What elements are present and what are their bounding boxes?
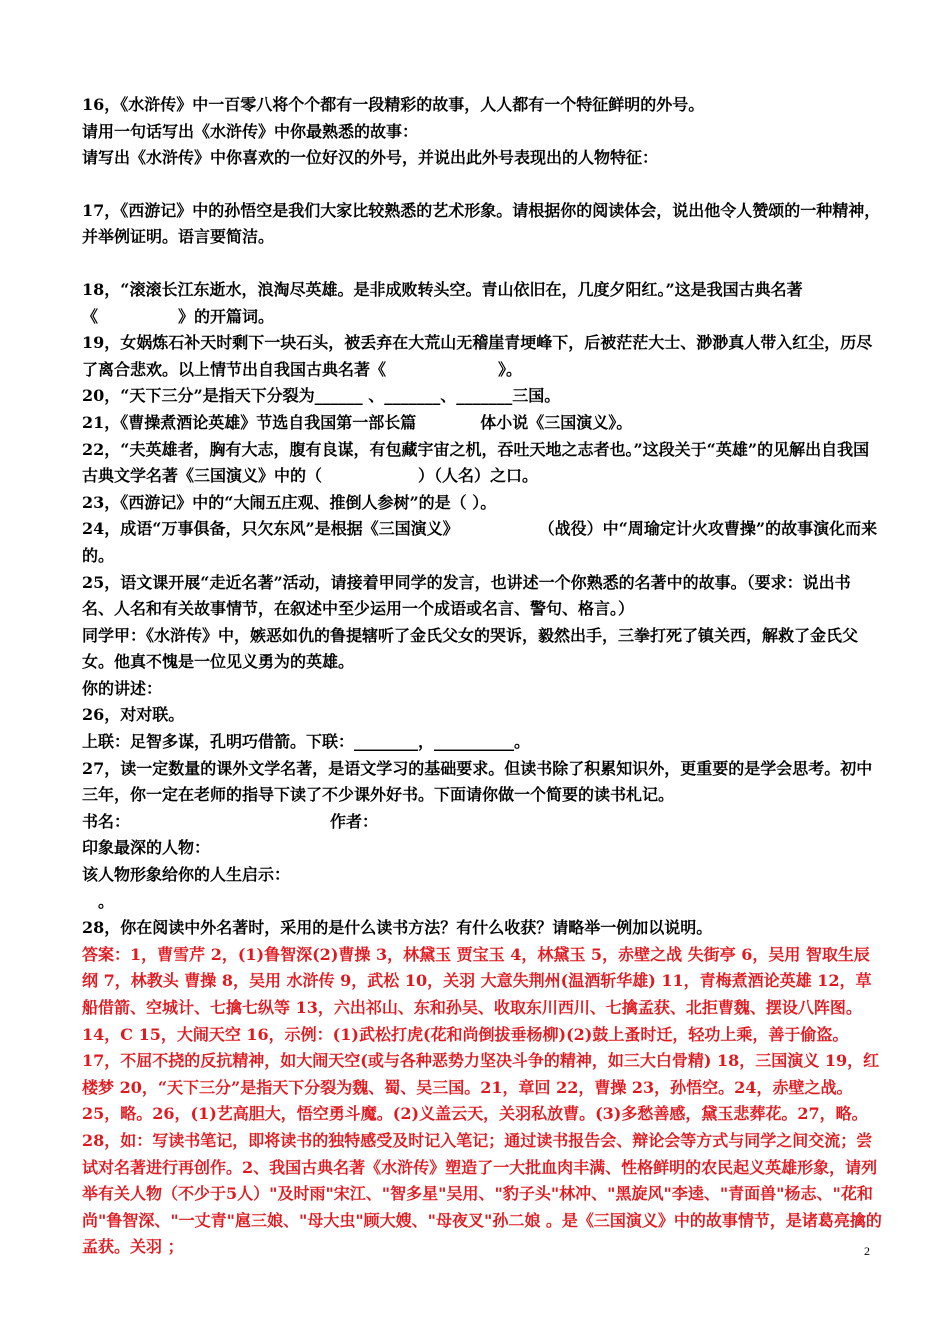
page-number: 2 (864, 1244, 870, 1258)
q25-your-turn: 你的讲述： (82, 678, 163, 698)
q27-end: 。 (82, 891, 115, 911)
q21-text: 21，《曹操煮酒论英雄》节选自我国第一部长篇 体小说《三国演义》。 (82, 412, 633, 432)
spacer (82, 172, 882, 198)
q16-line-2: 请用一句话写出《水浒传》中你最熟悉的故事： (82, 121, 419, 141)
q27-insight: 该人物形象给你的人生启示： (82, 865, 291, 885)
q20-text: 20，“天下三分”是指天下分裂为______ 、_______、_______三国。 (82, 386, 561, 406)
q26-text: 26，对对联。 (82, 705, 185, 725)
q27-character: 印象最深的人物： (82, 838, 211, 858)
q16-line-3: 请写出《水浒传》中你喜欢的一位好汉的外号，并说出此外号表现出的人物特征： (82, 148, 659, 168)
q27-text: 27，读一定数量的课外文学名著，是语文学习的基础要求。但读书除了积累知识外，更重要的是学会思考。初中三年，你一定在老师的指导下读了不少课外好书。下面请你做一个简要的读书札记。 (82, 758, 873, 805)
q23-text: 23，《西游记》中的“大闹五庄观、推倒人参树”的是（ ）。 (82, 492, 497, 512)
q17-text: 17，《西游记》中的孙悟空是我们大家比较熟悉的艺术形象。请根据你的阅读体会，说出他令人赞颂的一种精神，并举例证明。语言要简洁。 (82, 200, 881, 247)
q18-text: 18，“滚滚长江东逝水，浪淘尽英雄。是非成败转头空。青山依旧在，几度夕阳红。”这是我国古典名著《 》的开篇词。 (82, 279, 803, 326)
q25-text: 25，语文课开展“走近名著”活动，请接着甲同学的发言，也讲述一个你熟悉的名著中的故事。（要求：说出书名、人名和有关故事情节，在叙述中至少运用一个成语或名言、警句、格言。） (82, 572, 851, 619)
page-content (82, 92, 882, 1261)
spacer (82, 251, 882, 277)
q27-book-author: 书名： 作者： (82, 811, 379, 831)
q24-text: 24，成语“万事俱备，只欠东风”是根据《三国演义》 （战役）中“周瑜定计火攻曹操”的故事演化而来的。 (82, 519, 878, 565)
q19-text: 19，女娲炼石补天时剩下一块石头，被丢弃在大荒山无稽崖青埂峰下，后被茫茫大士、渺渺真人带入红尘，历尽了离合悲欢。以上情节出自我国古典名著《 》。 (82, 333, 873, 379)
q16-line-1: 16，《水浒传》中一百零八将个个都有一段精彩的故事，人人都有一个特征鲜明的外号。 (82, 95, 705, 114)
q22-text: 22，“夫英雄者，胸有大志，腹有良谋，有包藏宇宙之机，吞吐天地之志者也。”这段关于“英雄”的见解出自我国古典文学名著《三国演义》中的（ ）（人名）之口。 (82, 439, 870, 486)
q25-example: 同学甲：《水浒传》中，嫉恶如仇的鲁提辖听了金氏父女的哭诉，毅然出手，三拳打死了镇关西，解救了金氏父女。他真不愧是一位见义勇为的英雄。 (82, 625, 859, 672)
q26-couplet: 上联：足智多谋，孔明巧借箭。下联：________，__________。 (82, 732, 531, 752)
q28-text: 28，你在阅读中外名著时，采用的是什么读书方法？有什么收获？请略举一例加以说明。 (82, 918, 713, 938)
answer-key: 答案：1，曹雪芹 2，(1)鲁智深(2)曹操 3，林黛玉 贾宝玉 4，林黛玉 5，赤壁之战 失街亭 6，吴用 智取生辰纲 7，林教头 曹操 8，吴用 水浒传 9，武松 10，关羽 大意失荆州(温酒斩华雄) 11，青梅煮酒论英雄 12，草船借箭、空城计、七擒七纵等 13，六出祁山、东和孙吴、收取东川西川、七擒孟获、北拒曹魏、摆设八阵图。14，C 15，大闹天空 16，示例：(1)武松打虎(花和尚倒拔垂杨柳)(2)鼓上蚤时迁，轻功上乘，善于偷盗。17，不屈不挠的反抗精神，如大闹天空(或与各种恶势力坚决斗争的精神，如三大白骨精) 18，三国演义 19，红楼梦 20，“天下三分”是指天下分裂为魏、蜀、吴三国。21，章回 22，曹操 23，孙悟空。24，赤壁之战。25，略。26，(1)艺高胆大，悟空勇斗魔。(2)义盖云天，关羽私放曹。(3)多愁善感，黛玉悲葬花。27，略。28，如：写读书笔记，即将读书的独特感受及时记入笔记；通过读书报告会、辩论会等方式与同学之间交流；尝试对名著进行再创作。2、我国古典名著《水浒传》塑造了一大批血肉丰满、性格鲜明的农民起义英雄形象，请列举有关人物（不少于5人）"及时雨"宋江、"智多星"吴用、"豹子头"林冲、"黑旋风"李逵、"青面兽"杨志、"花和尚"鲁智深、"一丈青"扈三娘、"母大虫"顾大嫂、"母夜叉"孙二娘 。是《三国演义》中的故事情节，是诸葛亮擒的孟获。关羽 ； (82, 944, 882, 1257)
